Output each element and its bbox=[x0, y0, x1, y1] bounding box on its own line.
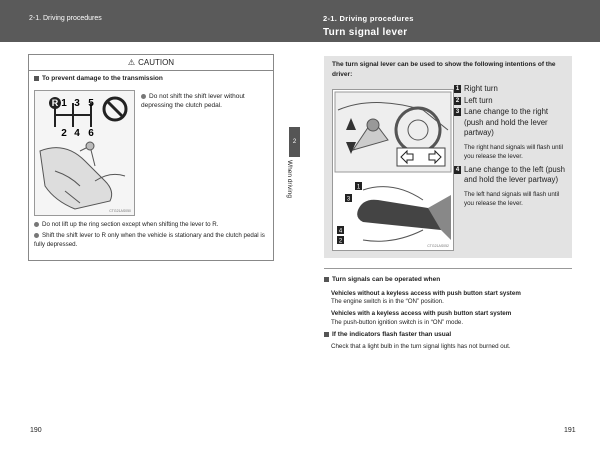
clutch-bullet bbox=[141, 92, 269, 110]
signal-list bbox=[454, 84, 566, 212]
callout-4: 4 bbox=[338, 228, 343, 235]
chapter-label: When driving bbox=[286, 160, 293, 198]
bullet-dot bbox=[141, 94, 146, 99]
left-header bbox=[0, 0, 300, 42]
gear-label-r: R bbox=[51, 98, 59, 108]
keyless-text: The engine switch is in the “ON” position. bbox=[331, 298, 444, 305]
right-section-title: 2-1. Driving procedures bbox=[323, 14, 414, 23]
item-note: The left hand signals will flash until you release the lever. bbox=[464, 190, 560, 207]
list-item bbox=[454, 96, 566, 107]
ring-bullet bbox=[34, 220, 270, 229]
caution-title: CAUTION bbox=[138, 58, 175, 67]
right-header bbox=[300, 0, 600, 42]
item-text: Right turn bbox=[464, 84, 498, 93]
left-section-title: 2-1. Driving procedures bbox=[29, 15, 102, 22]
callout-1: 1 bbox=[356, 184, 361, 191]
item-text: Lane change to the left (push and hold the lever partway) bbox=[464, 164, 566, 184]
turn-signal-drawing bbox=[333, 90, 453, 250]
shift-lever-illustration bbox=[34, 90, 135, 216]
page-number-left: 190 bbox=[30, 427, 42, 434]
flash-text: Check that a light bulb in the turn signal lights has not burned out. bbox=[331, 343, 511, 350]
gear-label-3: 3 bbox=[74, 98, 80, 109]
flash-heading-text: If the indicators flash faster than usual bbox=[332, 331, 452, 338]
caution-subheading-text: To prevent damage to the transmission bbox=[42, 75, 163, 82]
callout-3: 3 bbox=[346, 196, 351, 203]
clutch-bullet-text: Do not shift the shift lever without depressing the clutch pedal. bbox=[141, 93, 245, 109]
item-number: 4 bbox=[455, 166, 460, 173]
square-bullet-icon bbox=[324, 332, 329, 337]
turn-signal-illustration bbox=[332, 89, 454, 251]
chapter-tab: 2 bbox=[289, 127, 300, 157]
item-number: 1 bbox=[455, 86, 460, 92]
bullet-dot bbox=[34, 222, 39, 227]
operated-heading bbox=[324, 276, 440, 283]
square-bullet-icon bbox=[324, 277, 329, 282]
caution-subheading bbox=[34, 75, 163, 82]
item-number: 3 bbox=[455, 109, 460, 115]
divider bbox=[324, 268, 572, 269]
gear-label-2: 2 bbox=[61, 128, 67, 139]
indicator-panel bbox=[397, 148, 445, 166]
illustration-code-left: CTG21AS050 bbox=[109, 209, 131, 213]
shift-pattern-drawing bbox=[35, 91, 134, 215]
caution-heading bbox=[29, 55, 273, 71]
gear-label-1: 1 bbox=[61, 98, 67, 109]
caution-box bbox=[28, 54, 274, 261]
gear-label-5: 5 bbox=[88, 98, 94, 109]
item-text: Left turn bbox=[464, 95, 493, 105]
right-page bbox=[300, 0, 600, 450]
operated-heading-text: Turn signals can be operated when bbox=[332, 276, 441, 283]
intro-text: The turn signal lever can be used to show the following intentions of the driver: bbox=[332, 61, 556, 78]
ring-bullet-text: Do not lift up the ring section except when shifting the lever to R. bbox=[42, 221, 219, 228]
item-text: Lane change to the right (push and hold the lever partway) bbox=[464, 107, 549, 137]
reverse-bullet bbox=[34, 231, 270, 249]
item-note: The right hand signals will flash until you release the lever. bbox=[464, 143, 564, 160]
list-item bbox=[454, 84, 566, 95]
square-bullet-icon bbox=[34, 76, 39, 81]
illustration-code-right: CTG21AS052 bbox=[427, 244, 449, 248]
push-button-heading: Vehicles with a keyless access with push button start system bbox=[331, 310, 512, 317]
list-item bbox=[454, 107, 566, 139]
list-item bbox=[454, 165, 566, 186]
gear-label-6: 6 bbox=[88, 128, 94, 139]
bullet-dot bbox=[34, 233, 39, 238]
keyless-heading: Vehicles without a keyless access with push button start system bbox=[331, 290, 521, 297]
callout-2: 2 bbox=[338, 238, 343, 245]
turn-signal-box bbox=[324, 56, 572, 258]
item-number: 2 bbox=[455, 97, 460, 104]
warning-icon: ⚠ bbox=[127, 58, 136, 67]
reverse-bullet-text: Shift the shift lever to R only when the vehicle is stationary and the clutch pedal is fully depressed. bbox=[34, 232, 265, 248]
page-number-right: 191 bbox=[564, 427, 576, 434]
flash-heading bbox=[324, 331, 451, 338]
push-button-text: The push-button ignition switch is in “ON” mode. bbox=[331, 319, 464, 326]
page-title: Turn signal lever bbox=[323, 27, 408, 38]
gear-label-4: 4 bbox=[74, 128, 80, 139]
